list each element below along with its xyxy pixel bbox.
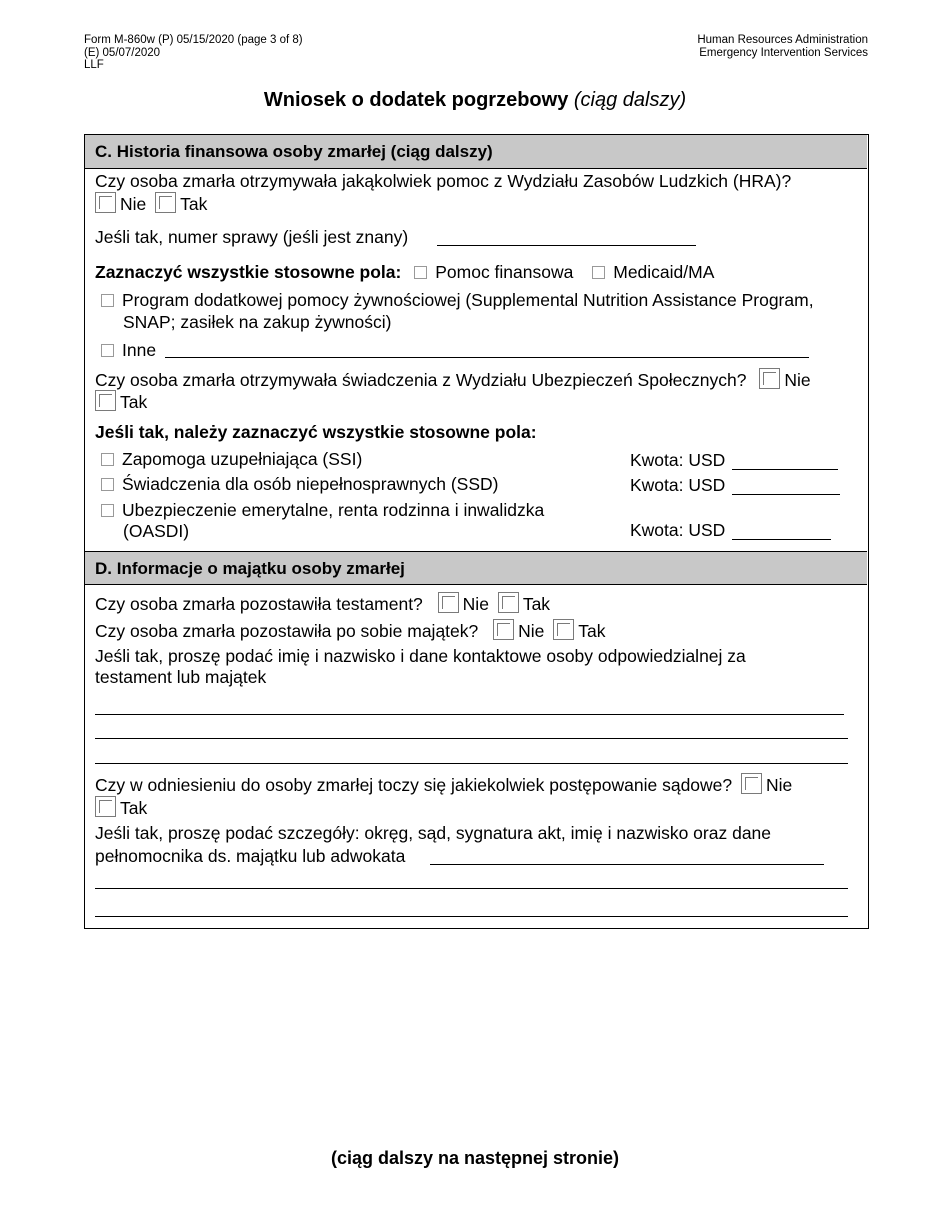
estate-row <box>95 619 606 642</box>
check-all-row <box>95 262 714 283</box>
oasdi-checkbox[interactable] <box>101 504 114 517</box>
hra-yes-checkbox[interactable] <box>155 192 176 213</box>
financial-aid-checkbox[interactable] <box>414 266 427 279</box>
form-id-block <box>84 34 303 72</box>
medicaid-checkbox[interactable] <box>592 266 605 279</box>
court-no-checkbox[interactable] <box>741 773 762 794</box>
hra-no-checkbox[interactable] <box>95 192 116 213</box>
form-id-line: Form M-860w (P) 05/15/2020 (page 3 of 8) <box>84 34 303 46</box>
contact-field-1[interactable] <box>95 714 844 715</box>
if-yes-check-all: Jeśli tak, należy zaznaczyć wszystkie stosowne pola: <box>95 422 537 442</box>
oasdi-amount-field[interactable] <box>732 539 831 540</box>
ssd-checkbox[interactable] <box>101 478 114 491</box>
ssa-yes-row <box>95 390 147 413</box>
financial-aid-label: Pomoc finansowa <box>435 262 574 282</box>
page-title <box>0 89 950 112</box>
will-yes-checkbox[interactable] <box>498 592 519 613</box>
details-line1: Jeśli tak, proszę podać szczegóły: okręg, sąd, sygnatura akt, imię i nazwisko oraz dane <box>95 823 772 843</box>
check-all-label: Zaznaczyć wszystkie stosowne pola: <box>95 262 402 282</box>
ssd-row <box>101 474 498 495</box>
form-frame <box>84 134 869 929</box>
will-row <box>95 592 550 615</box>
estate-yes-checkbox[interactable] <box>553 619 574 640</box>
oasdi-label-line2: (OASDI) <box>123 521 190 541</box>
details-field-1[interactable] <box>95 888 848 889</box>
oasdi-amount-label: Kwota: USD <box>630 520 726 540</box>
estate-question: Czy osoba zmarła pozostawiła po sobie majątek? <box>95 621 479 641</box>
will-no-checkbox[interactable] <box>438 592 459 613</box>
medicaid-label: Medicaid/MA <box>613 262 715 282</box>
court-question: Czy w odniesieniu do osoby zmarłej toczy się jakiekolwiek postępowanie sądowe? <box>95 775 733 795</box>
hra-no-label: Nie <box>120 194 147 214</box>
contact-line2: testament lub majątek <box>95 667 267 687</box>
ssd-label: Świadczenia dla osób niepełnosprawnych (SSD) <box>122 474 499 494</box>
snap-checkbox[interactable] <box>101 294 114 307</box>
ssd-amount-label: Kwota: USD <box>630 475 726 495</box>
court-no-label: Nie <box>766 775 793 795</box>
ssa-yes-label: Tak <box>120 392 148 412</box>
ssd-amount-field[interactable] <box>732 494 840 495</box>
court-yes-label: Tak <box>120 798 148 818</box>
court-yes-checkbox[interactable] <box>95 796 116 817</box>
details-line2: pełnomocnika ds. majątku lub adwokata <box>95 846 406 866</box>
details-field-2[interactable] <box>95 916 848 917</box>
estate-yes-label: Tak <box>578 621 606 641</box>
details-field-inline[interactable] <box>430 864 824 865</box>
agency-division: Emergency Intervention Services <box>699 46 868 59</box>
ssi-amount-field[interactable] <box>732 469 838 470</box>
snap-row <box>101 290 814 311</box>
snap-label-line1: Program dodatkowej pomocy żywnościowej (Supplemental Nutrition Assistance Program, <box>122 290 814 310</box>
ssa-question-row <box>95 368 811 391</box>
agency-name: Human Resources Administration <box>697 34 868 46</box>
contact-field-3[interactable] <box>95 763 848 764</box>
case-number-field[interactable] <box>437 245 696 246</box>
other-checkbox[interactable] <box>101 344 114 357</box>
form-lang-line: LLF <box>84 59 104 71</box>
hra-yes-label: Tak <box>180 194 208 214</box>
ssi-checkbox[interactable] <box>101 453 114 466</box>
section-d-heading: D. Informacje o majątku osoby zmarłej <box>85 551 867 585</box>
title-main: Wniosek o dodatek pogrzebowy <box>263 89 569 111</box>
contact-line1: Jeśli tak, proszę podać imię i nazwisko i dane kontaktowe osoby odpowiedzialnej za <box>95 646 746 666</box>
ssa-question: Czy osoba zmarła otrzymywała świadczenia z Wydziału Ubezpieczeń Społecznych? <box>95 370 747 390</box>
ssi-row <box>101 449 362 470</box>
oasdi-label-line1: Ubezpieczenie emerytalne, renta rodzinna i inwalidzka <box>122 500 545 520</box>
ssi-label: Zapomoga uzupełniająca (SSI) <box>122 449 363 469</box>
agency-block <box>697 34 868 59</box>
estate-no-checkbox[interactable] <box>493 619 514 640</box>
oasdi-row <box>101 500 544 521</box>
will-no-label: Nie <box>462 594 489 614</box>
ssa-no-checkbox[interactable] <box>759 368 780 389</box>
case-number-label: Jeśli tak, numer sprawy (jeśli jest znany) <box>95 227 409 247</box>
continued-footer: (ciąg dalszy na następnej stronie) <box>330 1148 620 1168</box>
hra-answer-row <box>95 192 207 215</box>
ssa-no-label: Nie <box>784 370 811 390</box>
contact-field-2[interactable] <box>95 738 848 739</box>
hra-question: Czy osoba zmarła otrzymywała jakąkolwiek pomoc z Wydziału Zasobów Ludzkich (HRA)? <box>95 171 792 191</box>
estate-no-label: Nie <box>518 621 545 641</box>
ssi-amount-label: Kwota: USD <box>630 450 726 470</box>
will-yes-label: Tak <box>522 594 551 614</box>
snap-label-line2: SNAP; zasiłek na zakup żywności) <box>123 312 392 332</box>
will-question: Czy osoba zmarła pozostawiła testament? <box>95 594 423 614</box>
court-yes-row <box>95 796 147 819</box>
other-label: Inne <box>122 340 157 360</box>
court-question-row <box>95 773 792 796</box>
title-continued: (ciąg dalszy) <box>573 89 687 111</box>
other-field[interactable] <box>165 357 809 358</box>
form-date-line: (E) 05/07/2020 <box>84 46 161 59</box>
section-c-heading: C. Historia finansowa osoby zmarłej (ciąg dalszy) <box>85 135 867 169</box>
other-row <box>101 340 156 361</box>
ssa-yes-checkbox[interactable] <box>95 390 116 411</box>
